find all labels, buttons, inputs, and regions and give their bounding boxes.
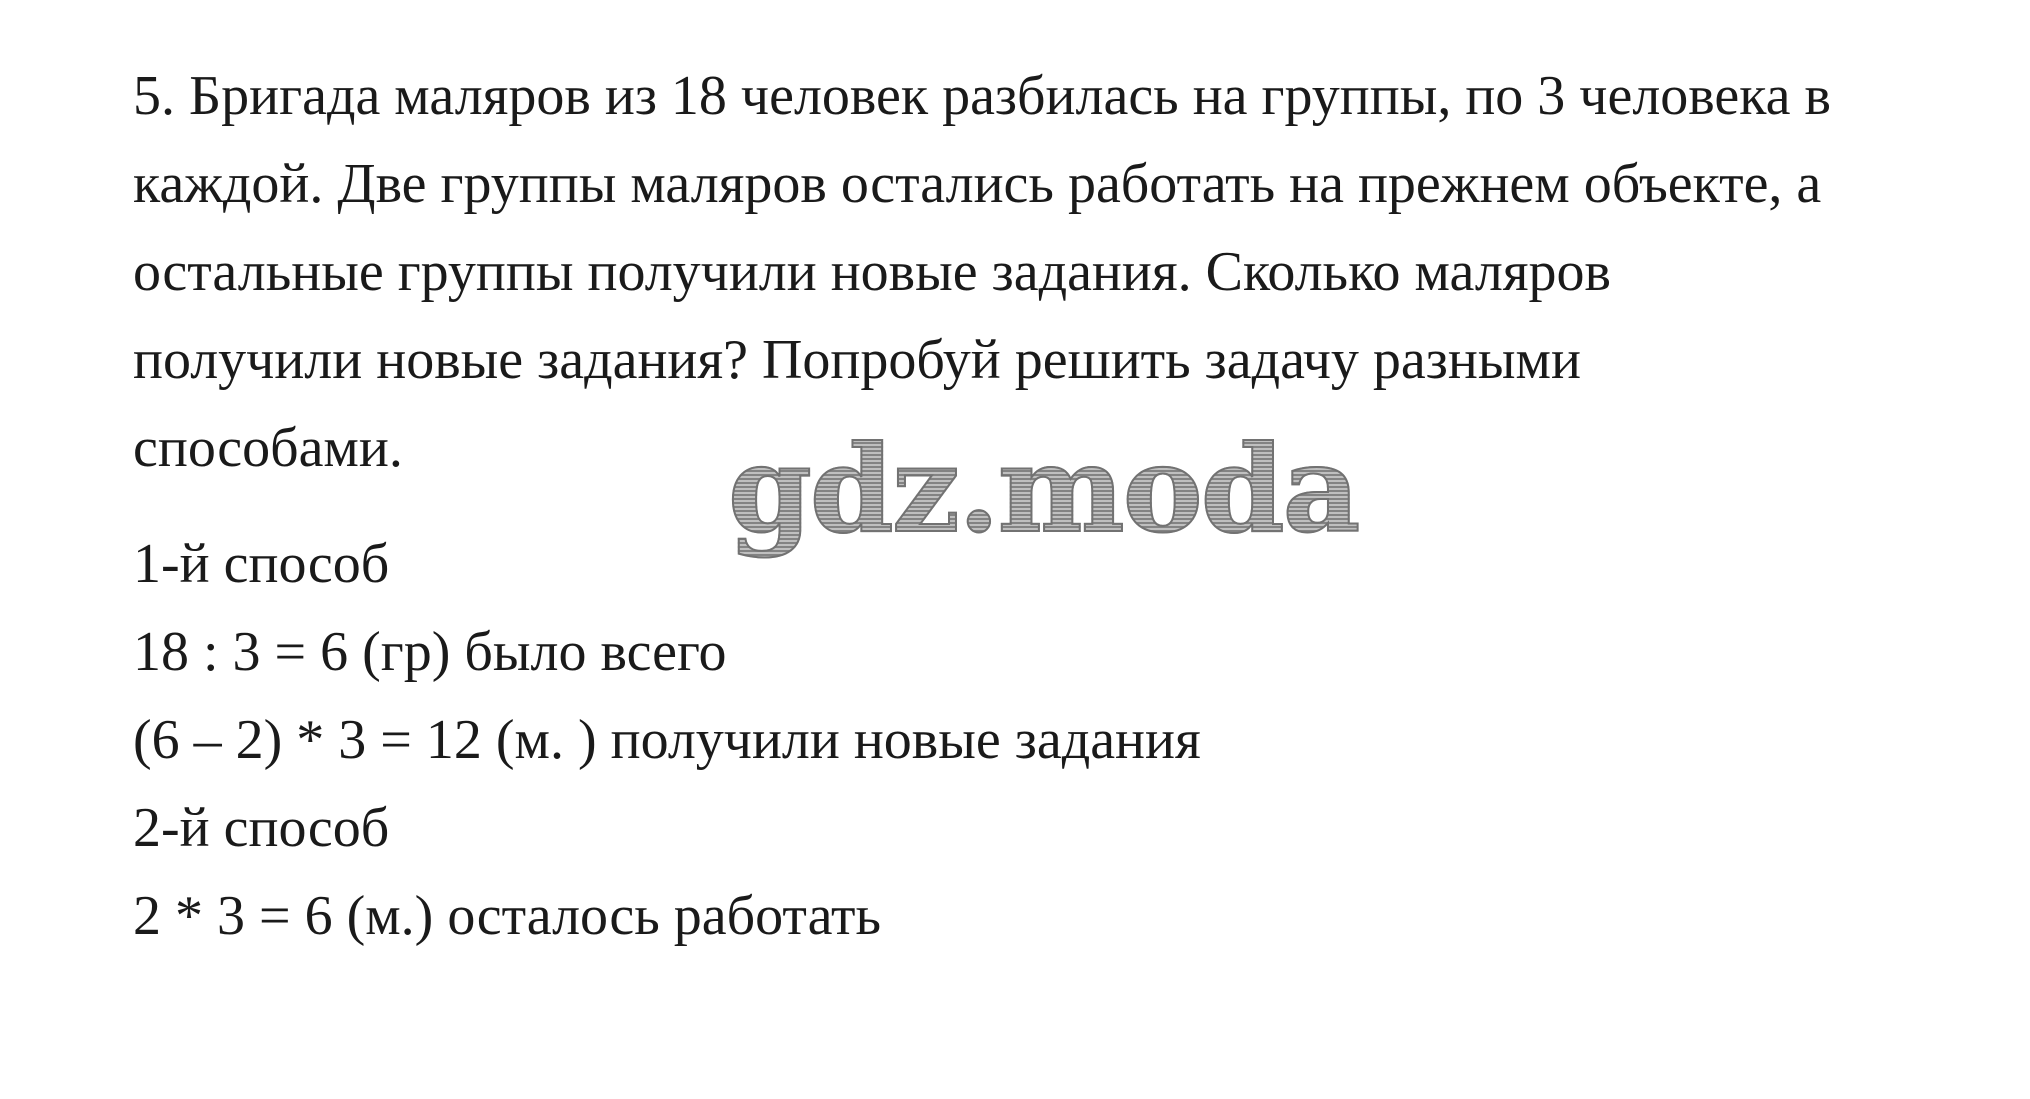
problem-line: 5. Бригада маляров из 18 человек разбилась на группы, по 3 человека в [133,65,1831,127]
watermark-logo: gdz.moda [728,419,1359,560]
problem-line: остальные группы получили новые задания. Сколько маляров [133,241,1611,303]
solution-step: 18 : 3 = 6 (гр) было всего [133,621,727,683]
solution-step: 2 * 3 = 6 (м.) осталось работать [133,885,881,947]
solution-block [133,520,1933,960]
method-1-heading: 1-й способ [133,533,390,595]
solution-step: (6 – 2) * 3 = 12 (м. ) получили новые задания [133,709,1201,771]
problem-line: способами. [133,417,403,479]
problem-line: получили новые задания? Попробуй решить задачу разными [133,329,1581,391]
problem-line: каждой. Две группы маляров остались работать на прежнем объекте, а [133,153,1822,215]
method-2-heading: 2-й способ [133,797,390,859]
